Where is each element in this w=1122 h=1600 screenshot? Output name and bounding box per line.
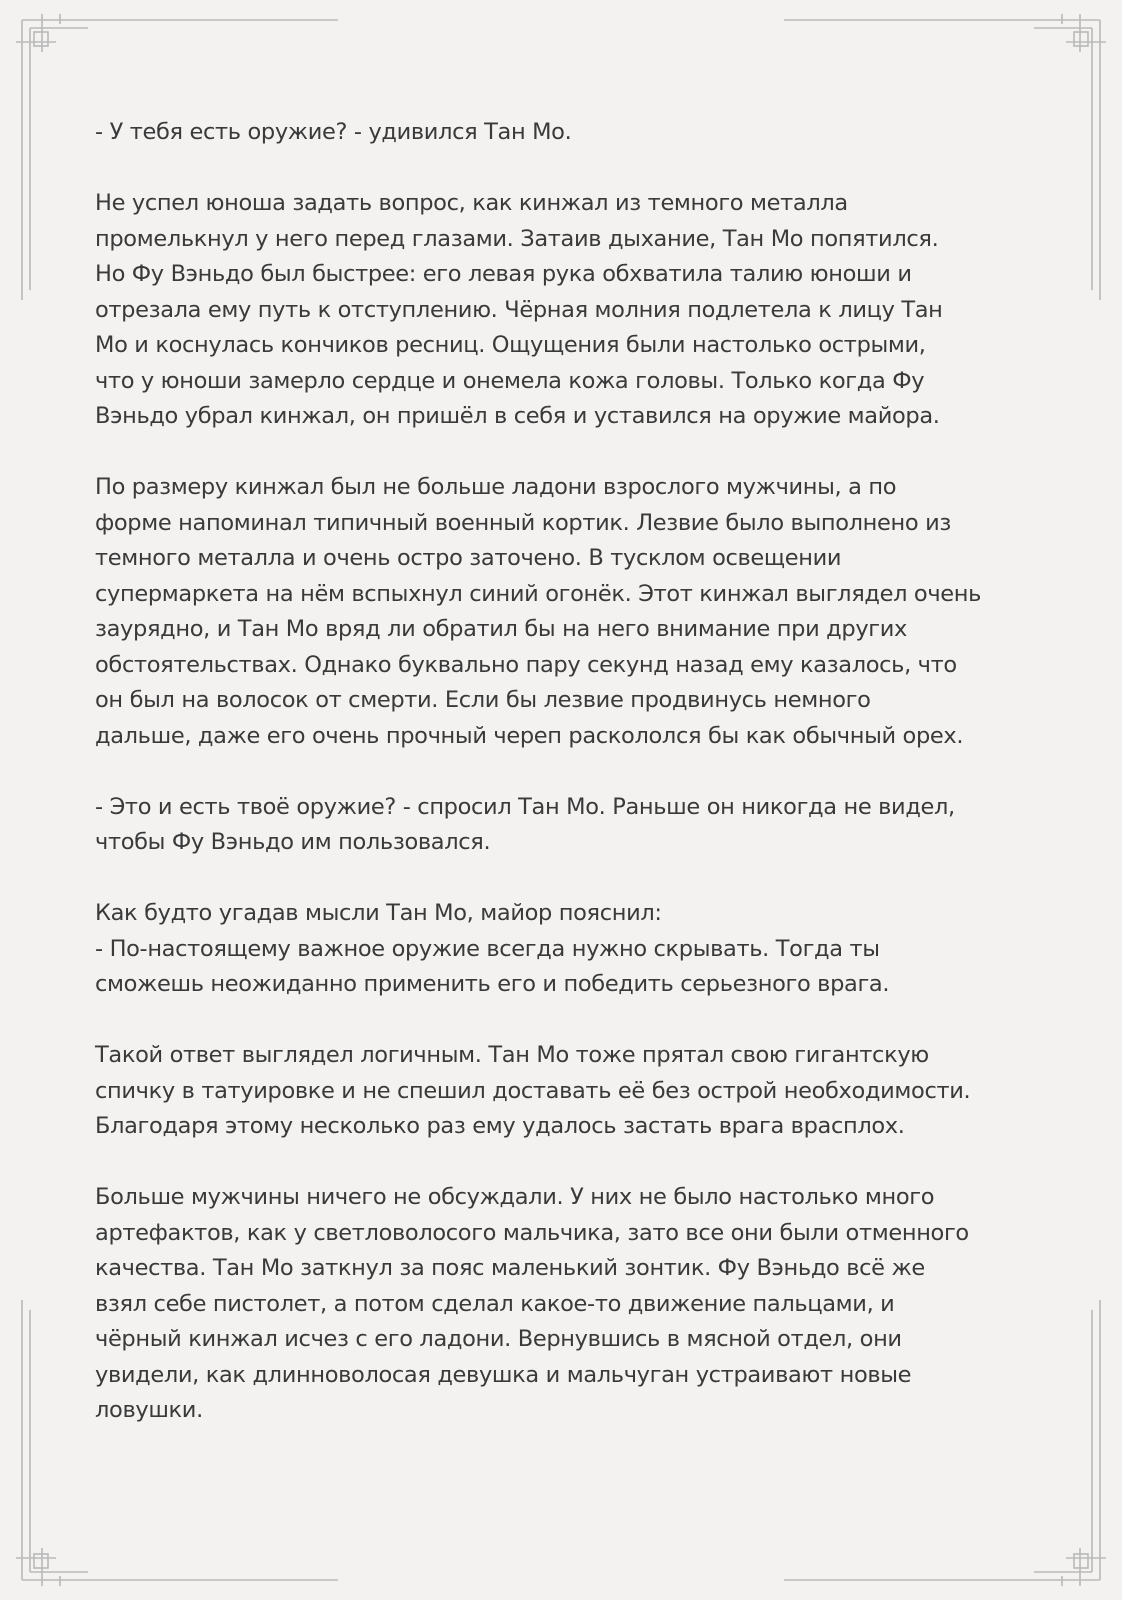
text-line: Такой ответ выглядел логичным. Тан Мо тоже прятал свою гигантскую	[95, 1042, 929, 1068]
text-line: форме напоминал типичный военный кортик. Лезвие было выполнено из	[95, 509, 952, 536]
paragraph-2	[95, 186, 1035, 435]
text-line: Мо и коснулась кончиков ресниц. Ощущения были настолько острыми,	[95, 332, 926, 358]
text-line: он был на волосок от смерти. Если бы лезвие продвинусь немного	[95, 687, 871, 713]
text-line: По размеру кинжал был не больше ладони взрослого мужчины, а по	[95, 474, 897, 500]
text-line: качества. Тан Мо заткнул за пояс маленький зонтик. Фу Вэньдо всё же	[95, 1255, 925, 1281]
paragraph-4	[95, 790, 1035, 861]
text-line: дальше, даже его очень прочный череп раскололся бы как обычный орех.	[95, 722, 964, 749]
text-line: Но Фу Вэньдо был быстрее: его левая рука обхватила талию юноши и	[95, 261, 912, 287]
text-line: сможешь неожиданно применить его и победить серьезного врага.	[95, 971, 890, 997]
text-line: супермаркета на нём вспыхнул синий огонёк. Этот кинжал выглядел очень	[95, 580, 982, 607]
text-line: заурядно, и Тан Мо вряд ли обратил бы на него внимание при других	[95, 616, 907, 642]
paragraph-3	[95, 470, 1035, 754]
text-line: Вэньдо убрал кинжал, он пришёл в себя и уставился на оружие майора.	[95, 403, 940, 429]
text-line: спичку в татуировке и не спешил доставать её без острой необходимости.	[95, 1077, 971, 1104]
text-line: - У тебя есть оружие? - удивился Тан Мо.	[95, 119, 572, 145]
story-text	[95, 115, 1035, 1464]
text-line: - Это и есть твоё оружие? - спросил Тан Мо. Раньше он никогда не видел,	[95, 793, 955, 820]
text-line: Как будто угадав мысли Тан Мо, майор пояснил:	[95, 900, 662, 926]
paragraph-1	[95, 115, 1035, 151]
text-line: что у юноши замерло сердце и онемела кожа головы. Только когда Фу	[95, 367, 925, 394]
text-line: - По-настоящему важное оружие всегда нужно скрывать. Тогда ты	[95, 935, 880, 962]
text-line: обстоятельствах. Однако буквально пару секунд назад ему казалось, что	[95, 651, 957, 678]
paragraph-5	[95, 896, 1035, 1003]
text-line: темного металла и очень остро заточено. В тусклом освещении	[95, 545, 842, 571]
paragraph-6	[95, 1038, 1035, 1145]
text-line: чтобы Фу Вэньдо им пользовался.	[95, 829, 491, 855]
text-line: промелькнул у него перед глазами. Затаив дыхание, Тан Мо попятился.	[95, 225, 939, 252]
text-line: чёрный кинжал исчез с его ладони. Вернувшись в мясной отдел, они	[95, 1326, 902, 1352]
text-line: артефактов, как у светловолосого мальчика, зато все они были отменного	[95, 1219, 969, 1246]
text-line: отрезала ему путь к отступлению. Чёрная молния подлетела к лицу Тан	[95, 296, 943, 323]
text-line: Не успел юноша задать вопрос, как кинжал из темного металла	[95, 190, 848, 216]
text-line: ловушки.	[95, 1397, 203, 1423]
paragraph-7	[95, 1180, 1035, 1429]
text-line: взял себе пистолет, а потом сделал какое-то движение пальцами, и	[95, 1290, 895, 1317]
text-line: Больше мужчины ничего не обсуждали. У них не было настолько много	[95, 1184, 935, 1210]
text-line: Благодаря этому несколько раз ему удалось застать врага врасплох.	[95, 1113, 905, 1139]
text-line: увидели, как длинноволосая девушка и мальчуган устраивают новые	[95, 1361, 912, 1388]
